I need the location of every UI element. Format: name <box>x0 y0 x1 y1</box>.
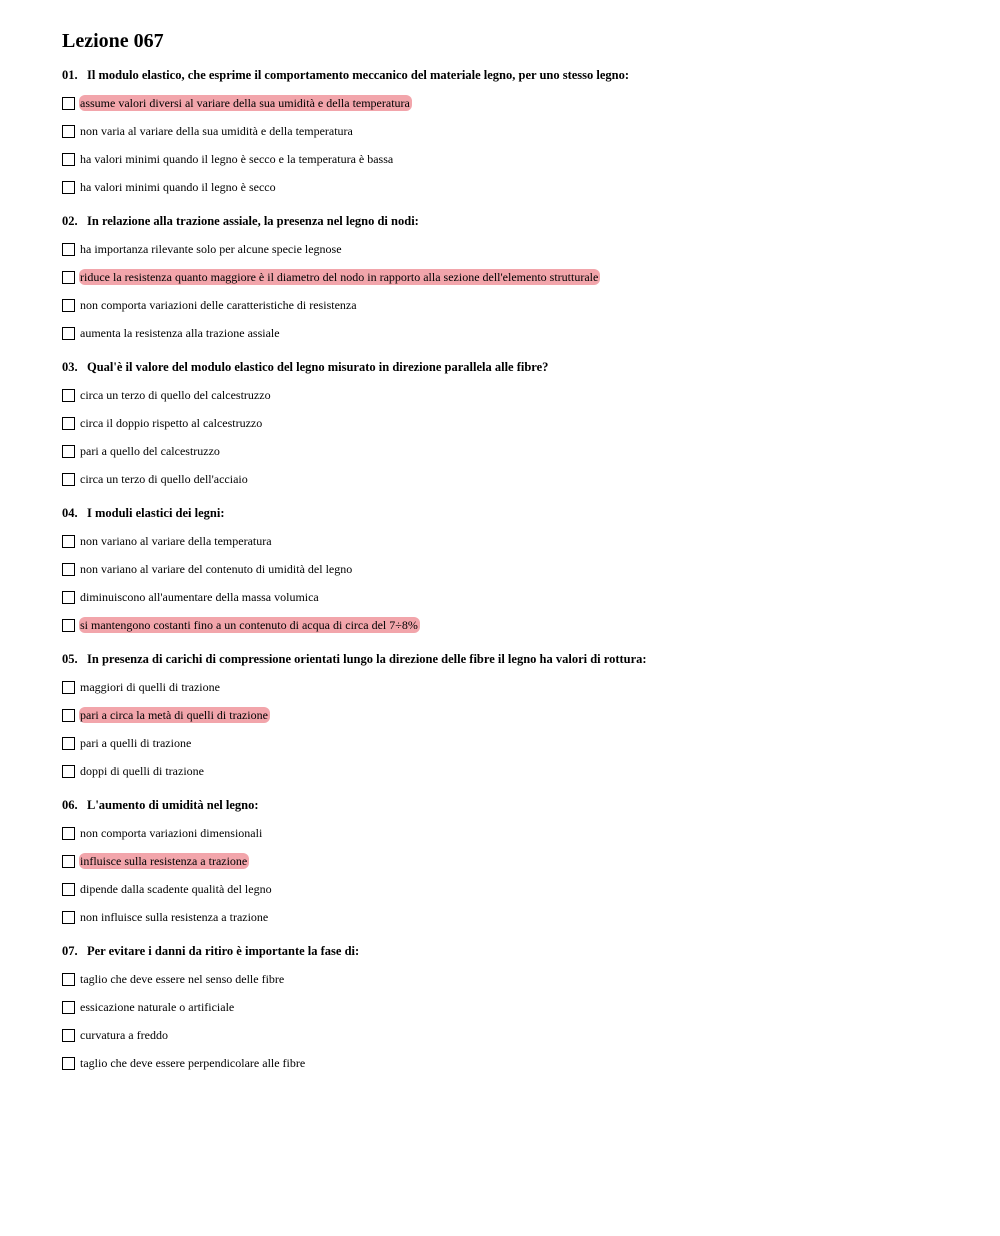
answer-checkbox[interactable] <box>62 709 75 722</box>
answer-checkbox[interactable] <box>62 1057 75 1070</box>
answer-checkbox[interactable] <box>62 327 75 340</box>
answer-text: taglio che deve essere nel senso delle fibre <box>80 972 285 986</box>
answer-option[interactable] <box>62 527 962 555</box>
answer-option[interactable] <box>62 819 962 847</box>
answer-text: ha valori minimi quando il legno è secco e la temperatura è bassa <box>80 152 394 166</box>
highlighted-answer-text: si mantengono costanti fino a un contenuto di acqua di circa del 7÷8% <box>80 618 418 632</box>
answer-checkbox[interactable] <box>62 445 75 458</box>
question-label: In relazione alla trazione assiale, la presenza nel legno di nodi: <box>87 214 419 228</box>
answer-checkbox[interactable] <box>62 271 75 284</box>
question-number: 04. <box>62 506 78 520</box>
question-block <box>62 942 962 1077</box>
answer-option[interactable] <box>62 409 962 437</box>
question-label: Il modulo elastico, che esprime il comportamento meccanico del materiale legno, per uno stesso legno: <box>87 68 630 82</box>
answer-text: maggiori di quelli di trazione <box>80 680 220 694</box>
answer-checkbox[interactable] <box>62 97 75 110</box>
answer-option[interactable] <box>62 1049 962 1077</box>
answer-option[interactable] <box>62 291 962 319</box>
answer-checkbox[interactable] <box>62 1029 75 1042</box>
question-text <box>62 504 962 522</box>
answer-text: non influisce sulla resistenza a trazione <box>80 910 269 924</box>
question-text <box>62 942 962 960</box>
question-text <box>62 66 962 84</box>
answer-text: circa un terzo di quello del calcestruzzo <box>80 388 271 402</box>
answer-option[interactable] <box>62 847 962 875</box>
answer-checkbox[interactable] <box>62 243 75 256</box>
answer-text: dipende dalla scadente qualità del legno <box>80 882 272 896</box>
answer-option[interactable] <box>62 1021 962 1049</box>
answer-checkbox[interactable] <box>62 563 75 576</box>
answer-option[interactable] <box>62 729 962 757</box>
question-block <box>62 66 962 201</box>
question-text <box>62 650 962 668</box>
highlighted-answer-text: influisce sulla resistenza a trazione <box>80 854 248 868</box>
answer-option[interactable] <box>62 673 962 701</box>
answer-option[interactable] <box>62 235 962 263</box>
question-block <box>62 504 962 639</box>
answer-option[interactable] <box>62 555 962 583</box>
answer-checkbox[interactable] <box>62 737 75 750</box>
answer-checkbox[interactable] <box>62 681 75 694</box>
answer-text: non variano al variare della temperatura <box>80 534 272 548</box>
answer-option[interactable] <box>62 173 962 201</box>
answer-option[interactable] <box>62 757 962 785</box>
answer-option[interactable] <box>62 381 962 409</box>
answer-option[interactable] <box>62 319 962 347</box>
highlighted-answer-text: riduce la resistenza quanto maggiore è il diametro del nodo in rapporto alla sezione dell'elemento strutturale <box>80 270 599 284</box>
answer-option[interactable] <box>62 875 962 903</box>
answer-text: pari a quelli di trazione <box>80 736 192 750</box>
answer-checkbox[interactable] <box>62 827 75 840</box>
question-number: 02. <box>62 214 78 228</box>
answer-text: non variano al variare del contenuto di umidità del legno <box>80 562 353 576</box>
answer-checkbox[interactable] <box>62 299 75 312</box>
question-number: 03. <box>62 360 78 374</box>
question-label: I moduli elastici dei legni: <box>87 506 225 520</box>
answer-text: circa un terzo di quello dell'acciaio <box>80 472 248 486</box>
answer-checkbox[interactable] <box>62 417 75 430</box>
answer-option[interactable] <box>62 965 962 993</box>
answer-option[interactable] <box>62 701 962 729</box>
answer-checkbox[interactable] <box>62 973 75 986</box>
answer-option[interactable] <box>62 263 962 291</box>
question-label: Per evitare i danni da ritiro è importante la fase di: <box>87 944 360 958</box>
answer-checkbox[interactable] <box>62 125 75 138</box>
question-block <box>62 650 962 785</box>
answer-option[interactable] <box>62 583 962 611</box>
answer-checkbox[interactable] <box>62 1001 75 1014</box>
answer-option[interactable] <box>62 117 962 145</box>
quiz-page <box>62 28 962 1088</box>
answer-checkbox[interactable] <box>62 473 75 486</box>
question-label: Qual'è il valore del modulo elastico del legno misurato in direzione parallela alle fibre? <box>87 360 549 374</box>
question-text <box>62 212 962 230</box>
answer-option[interactable] <box>62 437 962 465</box>
question-block <box>62 358 962 493</box>
answer-text: pari a quello del calcestruzzo <box>80 444 220 458</box>
answer-text: non comporta variazioni delle caratteristiche di resistenza <box>80 298 357 312</box>
answer-checkbox[interactable] <box>62 181 75 194</box>
question-number: 06. <box>62 798 78 812</box>
answer-text: non varia al variare della sua umidità e della temperatura <box>80 124 353 138</box>
answer-checkbox[interactable] <box>62 535 75 548</box>
question-block <box>62 212 962 347</box>
answer-option[interactable] <box>62 89 962 117</box>
question-label: In presenza di carichi di compressione orientati lungo la direzione delle fibre il legno ha valori di rottura: <box>87 652 647 666</box>
question-number: 07. <box>62 944 78 958</box>
question-number: 05. <box>62 652 78 666</box>
answer-text: essicazione naturale o artificiale <box>80 1000 235 1014</box>
answer-checkbox[interactable] <box>62 591 75 604</box>
answer-option[interactable] <box>62 903 962 931</box>
answer-text: non comporta variazioni dimensionali <box>80 826 263 840</box>
question-text <box>62 358 962 376</box>
answer-checkbox[interactable] <box>62 389 75 402</box>
answer-option[interactable] <box>62 465 962 493</box>
page-title: Lezione 067 <box>62 30 164 52</box>
answer-text: taglio che deve essere perpendicolare alle fibre <box>80 1056 306 1070</box>
answer-checkbox[interactable] <box>62 855 75 868</box>
answer-text: aumenta la resistenza alla trazione assiale <box>80 326 280 340</box>
answer-text: curvatura a freddo <box>80 1028 168 1042</box>
answer-text: ha importanza rilevante solo per alcune specie legnose <box>80 242 342 256</box>
highlighted-answer-text: pari a circa la metà di quelli di trazione <box>80 708 268 722</box>
answer-text: diminuiscono all'aumentare della massa volumica <box>80 590 319 604</box>
answer-checkbox[interactable] <box>62 883 75 896</box>
question-number: 01. <box>62 68 78 82</box>
highlighted-answer-text: assume valori diversi al variare della sua umidità e della temperatura <box>80 96 410 110</box>
answer-checkbox[interactable] <box>62 619 75 632</box>
answer-checkbox[interactable] <box>62 153 75 166</box>
answer-option[interactable] <box>62 993 962 1021</box>
question-text <box>62 796 962 814</box>
answer-checkbox[interactable] <box>62 765 75 778</box>
answer-text: doppi di quelli di trazione <box>80 764 204 778</box>
question-block <box>62 796 962 931</box>
question-list <box>62 66 962 1077</box>
answer-text: circa il doppio rispetto al calcestruzzo <box>80 416 263 430</box>
answer-text: ha valori minimi quando il legno è secco <box>80 180 276 194</box>
answer-option[interactable] <box>62 611 962 639</box>
question-label: L'aumento di umidità nel legno: <box>87 798 259 812</box>
answer-option[interactable] <box>62 145 962 173</box>
answer-checkbox[interactable] <box>62 911 75 924</box>
